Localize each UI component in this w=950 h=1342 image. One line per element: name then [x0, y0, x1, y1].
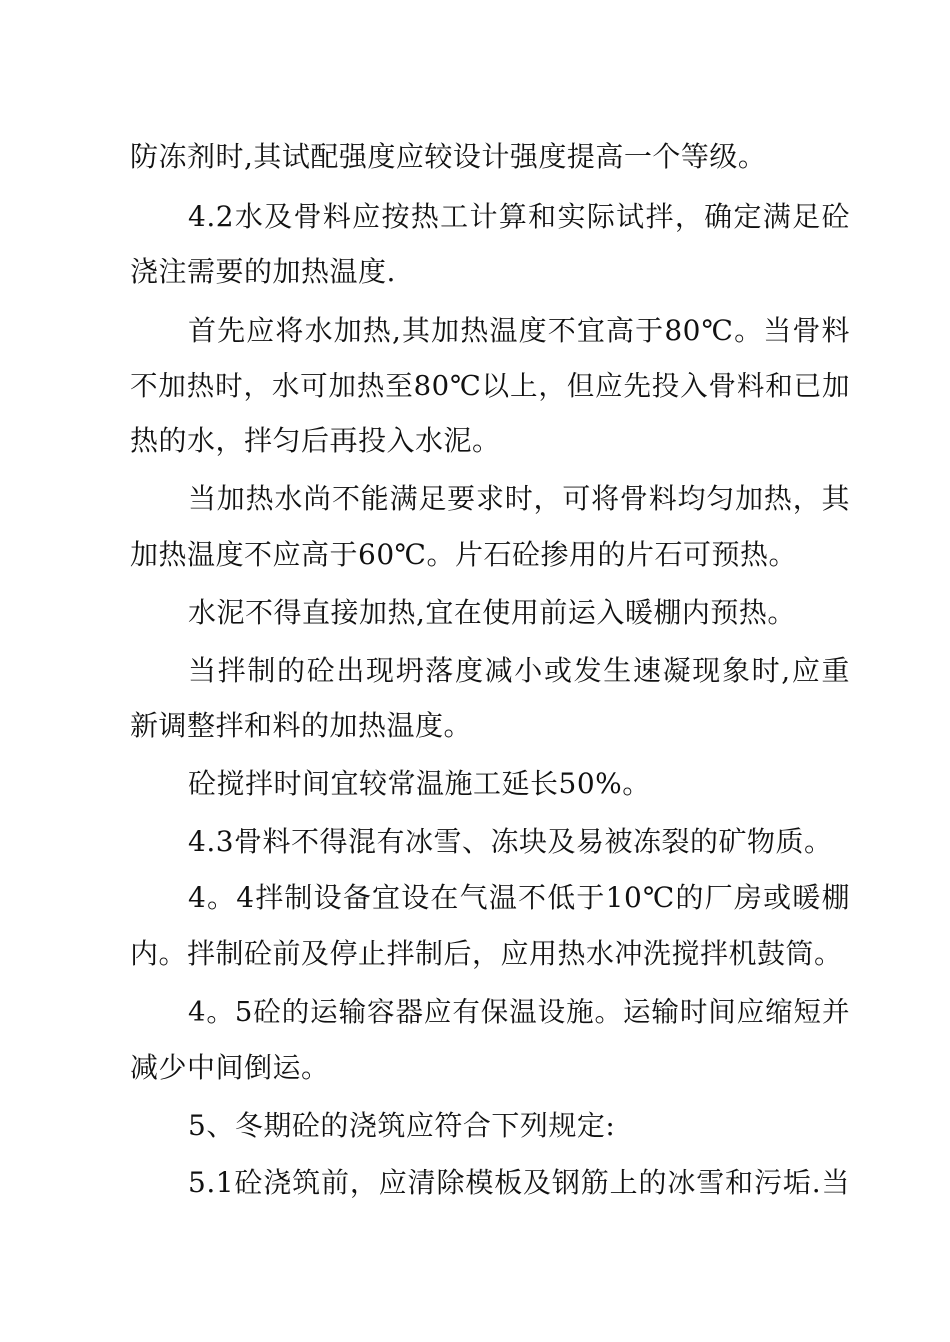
text-line-13: 4.3骨料不得混有冰雪、冻块及易被冻裂的矿物质。 [188, 825, 833, 858]
text-line-10: 当拌制的砼出现坍落度减小或发生速凝现象时,应重 [188, 654, 850, 687]
text-line-18: 5、冬期砼的浇筑应符合下列规定: [188, 1109, 616, 1142]
text-line-7: 当加热水尚不能满足要求时，可将骨料均匀加热，其 [188, 482, 850, 515]
text-line-6: 热的水，拌匀后再投入水泥。 [130, 424, 501, 457]
text-line-17: 减少中间倒运。 [130, 1051, 330, 1084]
text-line-3: 浇注需要的加热温度. [130, 255, 396, 288]
text-line-4: 首先应将水加热,其加热温度不宜高于80℃。当骨料 [188, 314, 850, 347]
text-line-2: 4.2水及骨料应按热工计算和实际试拌，确定满足砼 [188, 200, 850, 233]
text-line-1: 防冻剂时,其试配强度应较设计强度提高一个等级。 [130, 140, 767, 173]
text-line-16: 4。5砼的运输容器应有保温设施。运输时间应缩短并 [188, 996, 850, 1028]
text-line-19: 5.1砼浇筑前，应清除模板及钢筋上的冰雪和污垢.当 [188, 1166, 850, 1199]
text-line-5: 不加热时，水可加热至80℃以上，但应先投入骨料和已加 [130, 370, 850, 402]
text-line-14: 4。4拌制设备宜设在气温不低于10℃的厂房或暖棚 [188, 881, 850, 914]
text-line-11: 新调整拌和料的加热温度。 [130, 709, 473, 742]
text-line-8: 加热温度不应高于60℃。片石砼掺用的片石可预热。 [130, 538, 797, 571]
text-line-9: 水泥不得直接加热,宜在使用前运入暖棚内预热。 [188, 596, 796, 629]
text-line-15: 内。拌制砼前及停止拌制后，应用热水冲洗搅拌机鼓筒。 [130, 937, 843, 970]
text-line-12: 砼搅拌时间宜较常温施工延长50%。 [188, 767, 651, 800]
